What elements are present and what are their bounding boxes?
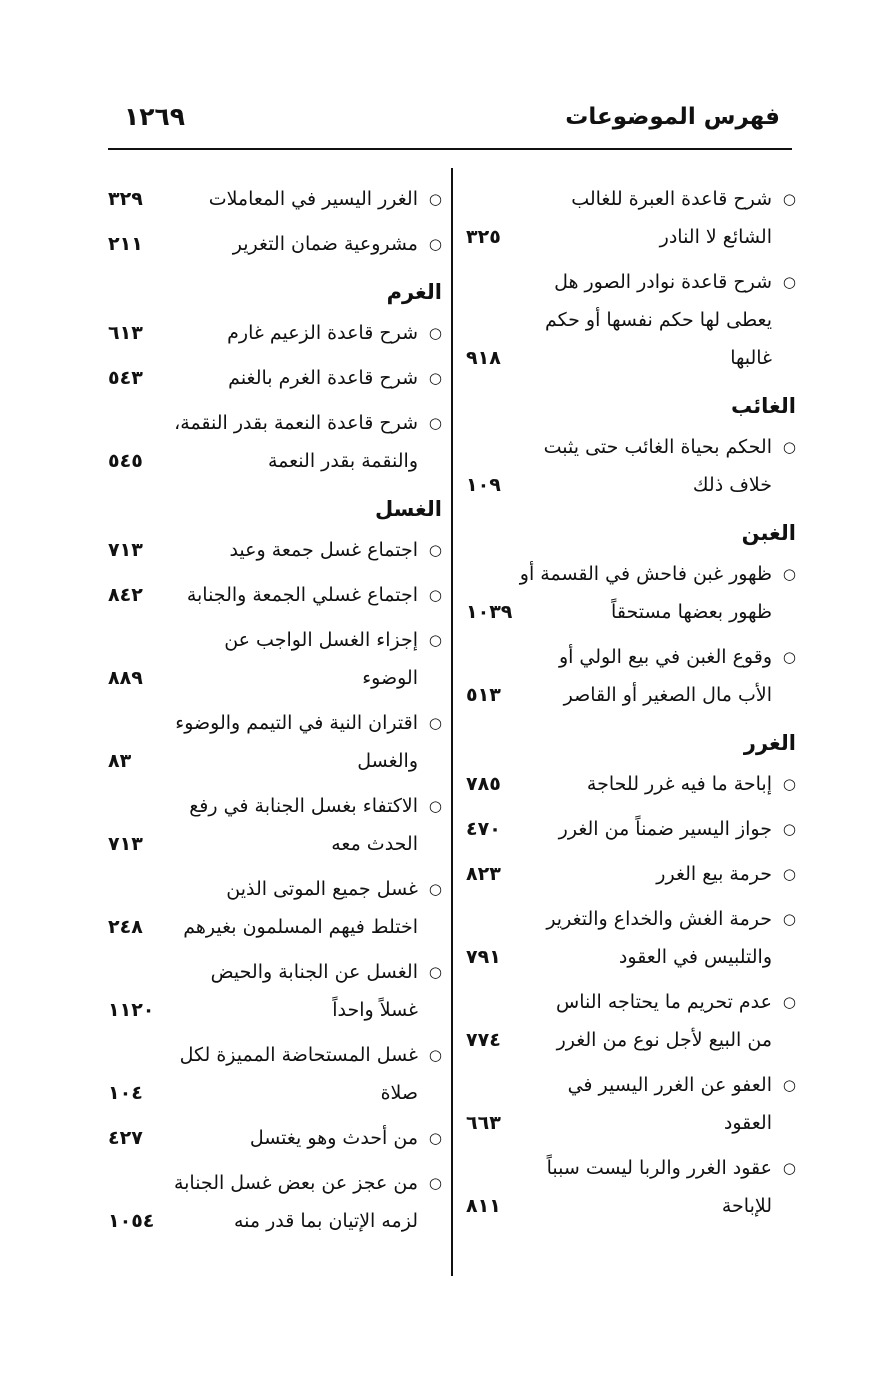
- entry-text: اجتماع غسلي الجمعة والجنابة: [186, 584, 418, 606]
- entry-line: [104, 359, 442, 397]
- entry-text: الوضوء: [362, 667, 418, 689]
- entry-page-number: ٧٩١: [466, 946, 501, 968]
- entry-line: [462, 765, 796, 803]
- entry-line: [462, 263, 796, 301]
- bullet-icon: ○: [428, 714, 442, 732]
- index-column-right: [462, 180, 796, 1232]
- bullet-icon: ○: [782, 993, 796, 1011]
- entry-text: الشائع لا النادر: [659, 226, 772, 248]
- entry-page-number: ١٠٥٤: [108, 1210, 155, 1232]
- index-entry: [462, 983, 796, 1059]
- entry-page-number: ١٠٣٩: [466, 601, 513, 623]
- index-entry: [462, 638, 796, 714]
- entry-page-number: ٢١١: [108, 233, 143, 255]
- entry-line: [462, 301, 796, 339]
- entry-line: [104, 1119, 442, 1157]
- entry-text: شرح قاعدة الغرم بالغنم: [228, 367, 418, 389]
- entry-line: [462, 1149, 796, 1187]
- entry-page-number: ١٠٩: [466, 474, 501, 496]
- entry-text: صلاة: [380, 1082, 418, 1104]
- entry-page-number: ٧٨٥: [466, 773, 501, 795]
- entry-page-number: ٦١٣: [108, 322, 143, 344]
- entry-text: من أحدث وهو يغتسل: [249, 1127, 418, 1149]
- bullet-icon: ○: [782, 438, 796, 456]
- bullet-icon: ○: [782, 648, 796, 666]
- entry-text: شرح قاعدة الزعيم غارم: [227, 322, 418, 344]
- entry-line: [104, 576, 442, 614]
- bullet-icon: ○: [782, 1159, 796, 1177]
- entry-text: والغسل: [357, 750, 418, 772]
- entry-text: العقود: [723, 1112, 772, 1134]
- bullet-icon: ○: [428, 324, 442, 342]
- entry-line: [104, 991, 442, 1029]
- bullet-icon: ○: [782, 190, 796, 208]
- entry-text: الاكتفاء بغسل الجنابة في رفع: [189, 795, 418, 817]
- entry-text: شرح قاعدة نوادر الصور هل: [554, 271, 772, 293]
- bullet-icon: ○: [782, 1076, 796, 1094]
- entry-text: حرمة بيع الغرر: [656, 863, 772, 885]
- section-heading: الغرم: [386, 280, 442, 304]
- bullet-icon: ○: [428, 190, 442, 208]
- entry-line: [104, 825, 442, 863]
- page-title: فهرس الموضوعات: [565, 104, 780, 130]
- entry-line: [104, 704, 442, 742]
- entry-line: [104, 1164, 442, 1202]
- entry-text: غالبها: [730, 347, 772, 369]
- entry-text: اختلط فيهم المسلمون بغيرهم: [183, 916, 418, 938]
- entry-line: [104, 404, 442, 442]
- entry-line: [462, 1021, 796, 1059]
- entry-text: شرح قاعدة النعمة بقدر النقمة،: [174, 412, 418, 434]
- index-entry: [462, 855, 796, 893]
- bullet-icon: ○: [428, 586, 442, 604]
- index-entry: [462, 765, 796, 803]
- entry-page-number: ٥٤٥: [108, 450, 143, 472]
- entry-line: [462, 855, 796, 893]
- entry-page-number: ٧١٣: [108, 539, 143, 561]
- entry-page-number: ٣٢٥: [466, 226, 501, 248]
- entry-line: [462, 180, 796, 218]
- index-entry: [104, 1036, 442, 1112]
- section-heading: الغرر: [743, 731, 796, 755]
- entry-line: [462, 938, 796, 976]
- index-entry: [104, 225, 442, 263]
- bullet-icon: ○: [428, 235, 442, 253]
- entry-text: الغسل عن الجنابة والحيض: [210, 961, 418, 983]
- entry-line: [462, 218, 796, 256]
- entry-line: [462, 1104, 796, 1142]
- index-entry: [104, 531, 442, 569]
- entry-text: غسلاً واحداً: [332, 999, 418, 1021]
- entry-text: للإباحة: [721, 1195, 772, 1217]
- entry-line: [104, 442, 442, 480]
- index-entry: [104, 787, 442, 863]
- entry-text: وقوع الغبن في بيع الولي أو: [558, 646, 772, 668]
- index-entry: [462, 428, 796, 504]
- entry-page-number: ٣٢٩: [108, 188, 143, 210]
- entry-text: من عجز عن بعض غسل الجنابة: [173, 1172, 418, 1194]
- entry-line: [462, 339, 796, 377]
- header-divider: [108, 148, 792, 150]
- index-entry: [104, 314, 442, 352]
- entry-page-number: ٤٢٧: [108, 1127, 143, 1149]
- bullet-icon: ○: [428, 1046, 442, 1064]
- entry-text: من البيع لأجل نوع من الغرر: [556, 1029, 772, 1051]
- entry-text: عدم تحريم ما يحتاجه الناس: [556, 991, 772, 1013]
- bullet-icon: ○: [428, 369, 442, 387]
- entry-page-number: ١٠٤: [108, 1082, 143, 1104]
- entry-line: [462, 676, 796, 714]
- entry-page-number: ١١٢٠: [108, 999, 155, 1021]
- entry-text: يعطى لها حكم نفسها أو حكم: [544, 309, 772, 331]
- entry-page-number: ٥١٣: [466, 684, 501, 706]
- entry-text: والتلبيس في العقود: [618, 946, 772, 968]
- entry-line: [104, 659, 442, 697]
- entry-text: غسل المستحاضة المميزة لكل: [179, 1044, 418, 1066]
- index-entry: [462, 180, 796, 256]
- bullet-icon: ○: [782, 820, 796, 838]
- entry-text: حرمة الغش والخداع والتغرير: [546, 908, 772, 930]
- entry-line: [462, 900, 796, 938]
- page-header: [108, 98, 792, 150]
- entry-text: إباحة ما فيه غرر للحاجة: [586, 773, 772, 795]
- entry-line: [104, 787, 442, 825]
- index-entry: [462, 1066, 796, 1142]
- bullet-icon: ○: [428, 1129, 442, 1147]
- entry-line: [104, 621, 442, 659]
- index-entry: [104, 621, 442, 697]
- entry-line: [104, 953, 442, 991]
- index-entry: [462, 555, 796, 631]
- entry-line: [104, 1202, 442, 1240]
- entry-text: شرح قاعدة العبرة للغالب: [571, 188, 772, 210]
- index-entry: [462, 900, 796, 976]
- index-entry: [104, 180, 442, 218]
- index-entry: [104, 359, 442, 397]
- index-entry: [104, 704, 442, 780]
- entry-page-number: ٢٤٨: [108, 916, 143, 938]
- entry-page-number: ٤٧٠: [466, 818, 501, 840]
- entry-page-number: ٧١٣: [108, 833, 143, 855]
- page-number: ١٢٦٩: [124, 102, 186, 131]
- entry-page-number: ٧٧٤: [466, 1029, 501, 1051]
- index-entry: [104, 576, 442, 614]
- entry-line: [104, 1074, 442, 1112]
- index-entry: [462, 810, 796, 848]
- entry-line: [104, 870, 442, 908]
- entry-line: [462, 983, 796, 1021]
- index-entry: [104, 1119, 442, 1157]
- entry-page-number: ٨٤٢: [108, 584, 143, 606]
- bullet-icon: ○: [782, 565, 796, 583]
- bullet-icon: ○: [428, 541, 442, 559]
- index-entry: [462, 1149, 796, 1225]
- bullet-icon: ○: [428, 1174, 442, 1192]
- entry-text: الأب مال الصغير أو القاصر: [563, 684, 772, 706]
- bullet-icon: ○: [782, 273, 796, 291]
- entry-page-number: ٨١١: [466, 1195, 501, 1217]
- entry-text: العفو عن الغرر اليسير في: [567, 1074, 772, 1096]
- index-column-left: [104, 180, 442, 1247]
- entry-text: إجزاء الغسل الواجب عن: [224, 629, 418, 651]
- entry-text: والنقمة بقدر النعمة: [267, 450, 418, 472]
- entry-text: خلاف ذلك: [692, 474, 772, 496]
- entry-line: [462, 1187, 796, 1225]
- bullet-icon: ○: [428, 963, 442, 981]
- section-heading: الغسل: [374, 497, 442, 521]
- bullet-icon: ○: [428, 880, 442, 898]
- bullet-icon: ○: [428, 414, 442, 432]
- entry-text: ظهور غبن فاحش في القسمة أو: [519, 563, 772, 585]
- entry-line: [104, 531, 442, 569]
- entry-text: ظهور بعضها مستحقاً: [611, 601, 772, 623]
- entry-text: عقود الغرر والربا ليست سبباً: [546, 1157, 772, 1179]
- index-entry: [104, 953, 442, 1029]
- bullet-icon: ○: [782, 775, 796, 793]
- entry-line: [462, 466, 796, 504]
- entry-line: [104, 1036, 442, 1074]
- entry-line: [462, 555, 796, 593]
- entry-line: [104, 908, 442, 946]
- entry-page-number: ٨٣: [108, 750, 132, 772]
- index-entry: [104, 870, 442, 946]
- entry-text: غسل جميع الموتى الذين: [226, 878, 418, 900]
- section-heading: الغائب: [731, 394, 796, 418]
- entry-text: الحدث معه: [331, 833, 418, 855]
- entry-line: [462, 638, 796, 676]
- entry-line: [462, 593, 796, 631]
- entry-page-number: ٦٦٣: [466, 1112, 501, 1134]
- entry-text: اقتران النية في التيمم والوضوء: [175, 712, 418, 734]
- entry-line: [462, 1066, 796, 1104]
- entry-text: الحكم بحياة الغائب حتى يثبت: [543, 436, 772, 458]
- bullet-icon: ○: [428, 797, 442, 815]
- entry-line: [462, 428, 796, 466]
- section-heading: الغبن: [741, 521, 796, 545]
- entry-text: اجتماع غسل جمعة وعيد: [229, 539, 418, 561]
- entry-line: [104, 742, 442, 780]
- column-divider: [451, 168, 453, 1276]
- index-entry: [104, 1164, 442, 1240]
- index-entry: [462, 263, 796, 377]
- entry-page-number: ٨٢٣: [466, 863, 501, 885]
- entry-text: مشروعية ضمان التغرير: [232, 233, 418, 255]
- bullet-icon: ○: [428, 631, 442, 649]
- entry-page-number: ٨٨٩: [108, 667, 143, 689]
- entry-text: لزمه الإتيان بما قدر منه: [233, 1210, 418, 1232]
- entry-page-number: ٩١٨: [466, 347, 501, 369]
- index-entry: [104, 404, 442, 480]
- bullet-icon: ○: [782, 910, 796, 928]
- entry-text: الغرر اليسير في المعاملات: [208, 188, 418, 210]
- entry-line: [104, 225, 442, 263]
- entry-page-number: ٥٤٣: [108, 367, 143, 389]
- entry-text: جواز اليسير ضمناً من الغرر: [558, 818, 772, 840]
- entry-line: [462, 810, 796, 848]
- entry-line: [104, 180, 442, 218]
- entry-line: [104, 314, 442, 352]
- bullet-icon: ○: [782, 865, 796, 883]
